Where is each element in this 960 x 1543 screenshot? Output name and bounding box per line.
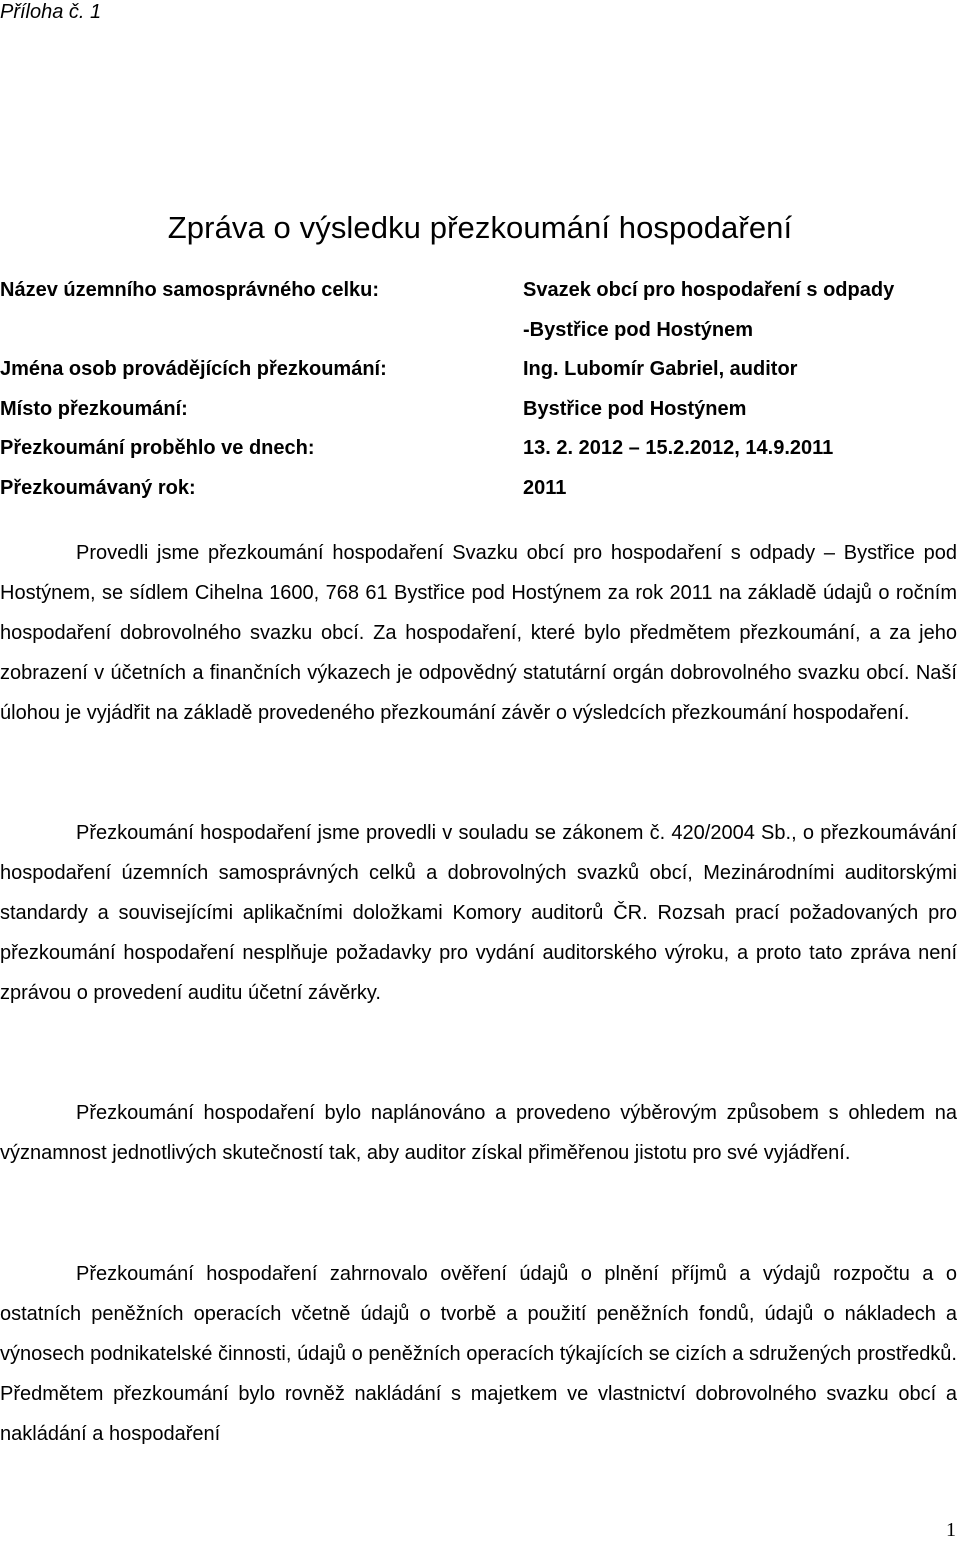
info-block (0, 271, 960, 508)
info-value: Bystřice pod Hostýnem (523, 397, 747, 420)
document-title: Zpráva o výsledku přezkoumání hospodaření (167, 210, 793, 245)
info-label: Jména osob provádějících přezkoumání: (0, 358, 387, 380)
annex-label: Příloha č. 1 (0, 1, 102, 23)
info-label: Místo přezkoumání: (0, 397, 188, 420)
paragraph-scope (0, 533, 957, 733)
info-row-dates (0, 429, 960, 469)
paragraph-text: Provedli jsme přezkoumání hospodaření Svazku obcí pro hospodaření s odpady – Bystřice pod Hostýnem, se sídlem Cihelna 1600, 768 61 Bystřice pod Hostýnem za rok 2011 na základě údajů o ročním hospodaření dobrovolného svazku obcí. Za hospodaření, které bylo předmětem přezkoumání, a za jeho zobrazení v účetních a finančních výkazech je odpovědný statutární orgán dobrovolného svazku obcí. Naší úlohou je vyjádřit na základě provedeného přezkoumání závěr o výsledcích přezkoumání hospodaření. (0, 542, 957, 724)
paragraph-text: Přezkoumání hospodaření jsme provedli v souladu se zákonem č. 420/2004 Sb., o přezkoumávání hospodaření územních samosprávných celků a dobrovolných svazků obcí, Mezinárodními auditorskými standardy a souvisejícími aplikačními doložkami Komory auditorů ČR. Rozsah prací požadovaných pro přezkoumání hospodaření nesplňuje požadavky pro vydání auditorského výroku, a proto tato zpráva není zprávou o provedení auditu účetní závěrky. (0, 822, 957, 1004)
info-row-place (0, 390, 960, 430)
page-number: 1 (946, 1519, 956, 1541)
info-label (0, 311, 523, 351)
paragraph-planning (0, 1093, 957, 1173)
paragraph-text: Přezkoumání hospodaření bylo naplánováno a provedeno výběrovým způsobem s ohledem na významnost jednotlivých skutečností tak, aby auditor získal přiměřenou jistotu pro své vyjádření. (0, 1102, 957, 1164)
info-value: 2011 (523, 476, 567, 499)
info-value: Svazek obcí pro hospodaření s odpady (523, 279, 895, 301)
info-label: Přezkoumávaný rok: (0, 476, 196, 499)
info-row-name-continued (0, 311, 960, 351)
info-value: -Bystřice pod Hostýnem (523, 318, 754, 341)
info-label: Přezkoumání proběhlo ve dnech: (0, 437, 315, 459)
paragraph-standards (0, 813, 957, 1013)
paragraph-content (0, 1254, 957, 1454)
info-row-name (0, 271, 960, 311)
info-value: Ing. Lubomír Gabriel, auditor (523, 358, 798, 380)
paragraph-text: Přezkoumání hospodaření zahrnovalo ověření údajů o plnění příjmů a výdajů rozpočtu a o ostatních peněžních operacích včetně údajů o tvorbě a použití peněžních fondů, údajů o nákladech a výnosech podnikatelské činnosti, údajů o peněžních operacích týkajících se cizích a sdružených prostředků. Předmětem přezkoumání bylo rovněž nakládání s majetkem ve vlastnictví dobrovolného svazku obcí a nakládání a hospodaření (0, 1263, 957, 1445)
info-row-persons (0, 350, 960, 390)
info-label: Název územního samosprávného celku: (0, 279, 380, 301)
info-row-year (0, 469, 960, 509)
info-value: 13. 2. 2012 – 15.2.2012, 14.9.2011 (523, 437, 834, 459)
